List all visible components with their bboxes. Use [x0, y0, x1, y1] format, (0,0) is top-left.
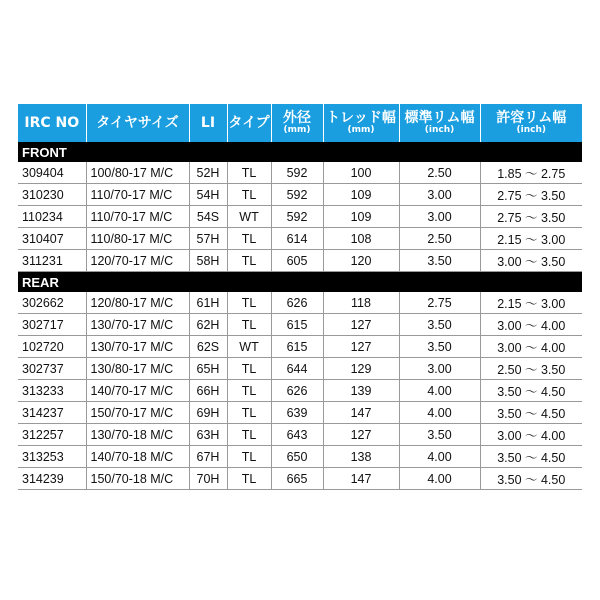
table-cell: 309404 [18, 162, 86, 184]
table-cell: 2.50 [399, 162, 480, 184]
column-header-label: 外径 [283, 109, 311, 126]
table-cell: 57H [189, 228, 227, 250]
table-cell: 147 [323, 468, 399, 490]
table-cell: 310407 [18, 228, 86, 250]
table-row [18, 336, 582, 358]
tire-spec-table-container [18, 104, 582, 490]
table-cell: 639 [271, 402, 323, 424]
table-cell: 63H [189, 424, 227, 446]
table-cell: 626 [271, 380, 323, 402]
table-cell: 4.00 [399, 446, 480, 468]
table-cell: 54S [189, 206, 227, 228]
table-cell: 2.50 ～ 3.50 [480, 358, 582, 380]
table-cell: 614 [271, 228, 323, 250]
table-row [18, 446, 582, 468]
table-cell: 3.50 ～ 4.50 [480, 468, 582, 490]
table-cell: TL [227, 380, 271, 402]
table-cell: 150/70-17 M/C [86, 402, 189, 424]
table-cell: 3.00 ～ 3.50 [480, 250, 582, 272]
column-header-label: IRC NO [24, 114, 80, 131]
column-header-unit: (inch) [516, 124, 546, 135]
table-cell: 69H [189, 402, 227, 424]
table-cell: 127 [323, 314, 399, 336]
table-row [18, 468, 582, 490]
column-header-label: 許容リム幅 [496, 109, 567, 126]
tire-spec-table [18, 104, 582, 490]
table-cell: 605 [271, 250, 323, 272]
table-cell: 644 [271, 358, 323, 380]
table-cell: 70H [189, 468, 227, 490]
table-cell: 62H [189, 314, 227, 336]
table-cell: 61H [189, 292, 227, 314]
table-cell: 67H [189, 446, 227, 468]
table-cell: 54H [189, 184, 227, 206]
table-cell: 3.00 [399, 358, 480, 380]
column-header [399, 104, 480, 142]
table-row [18, 228, 582, 250]
table-cell: 4.00 [399, 402, 480, 424]
table-cell: 100 [323, 162, 399, 184]
table-cell: 626 [271, 292, 323, 314]
table-cell: 314237 [18, 402, 86, 424]
table-cell: 130/70-17 M/C [86, 336, 189, 358]
table-cell: 650 [271, 446, 323, 468]
table-cell: 311231 [18, 250, 86, 272]
column-header-label: タイプ [228, 114, 270, 131]
table-cell: 310230 [18, 184, 86, 206]
table-cell: 592 [271, 162, 323, 184]
section-label: FRONT [18, 142, 582, 162]
table-cell: 302662 [18, 292, 86, 314]
column-header-label: 標準リム幅 [404, 109, 475, 126]
column-header [271, 104, 323, 142]
table-cell: 302737 [18, 358, 86, 380]
table-cell: 100/80-17 M/C [86, 162, 189, 184]
table-cell: 3.50 ～ 4.50 [480, 402, 582, 424]
table-cell: 2.50 [399, 228, 480, 250]
table-cell: 4.00 [399, 380, 480, 402]
table-cell: 120/80-17 M/C [86, 292, 189, 314]
table-row [18, 206, 582, 228]
table-cell: 110/80-17 M/C [86, 228, 189, 250]
table-cell: TL [227, 402, 271, 424]
table-cell: 118 [323, 292, 399, 314]
table-row [18, 292, 582, 314]
table-cell: TL [227, 250, 271, 272]
table-body [18, 142, 582, 490]
table-cell: 665 [271, 468, 323, 490]
table-cell: 3.50 ～ 4.50 [480, 380, 582, 402]
section-header-row [18, 142, 582, 162]
table-cell: 147 [323, 402, 399, 424]
table-cell: 120 [323, 250, 399, 272]
table-cell: 615 [271, 336, 323, 358]
table-cell: 592 [271, 206, 323, 228]
table-cell: TL [227, 228, 271, 250]
table-cell: 3.00 [399, 206, 480, 228]
table-cell: 643 [271, 424, 323, 446]
column-header-label: タイヤサイズ [96, 114, 179, 131]
table-cell: 65H [189, 358, 227, 380]
column-header-label: トレッド幅 [326, 109, 396, 126]
table-cell: 109 [323, 184, 399, 206]
table-cell: 58H [189, 250, 227, 272]
table-cell: 102720 [18, 336, 86, 358]
column-header [323, 104, 399, 142]
table-row [18, 250, 582, 272]
table-cell: 314239 [18, 468, 86, 490]
table-cell: 127 [323, 336, 399, 358]
table-cell: 2.15 ～ 3.00 [480, 228, 582, 250]
table-cell: 110/70-17 M/C [86, 184, 189, 206]
table-header-row [18, 104, 582, 142]
table-cell: 615 [271, 314, 323, 336]
table-cell: 3.50 [399, 250, 480, 272]
table-row [18, 314, 582, 336]
table-cell: 3.00 ～ 4.00 [480, 314, 582, 336]
table-cell: TL [227, 184, 271, 206]
table-cell: 312257 [18, 424, 86, 446]
table-cell: 313253 [18, 446, 86, 468]
table-cell: TL [227, 358, 271, 380]
table-cell: 313233 [18, 380, 86, 402]
table-cell: 1.85 ～ 2.75 [480, 162, 582, 184]
table-cell: 108 [323, 228, 399, 250]
table-row [18, 402, 582, 424]
column-header-unit: (mm) [283, 124, 311, 135]
table-cell: 110/70-17 M/C [86, 206, 189, 228]
table-cell: TL [227, 162, 271, 184]
table-cell: TL [227, 446, 271, 468]
table-row [18, 424, 582, 446]
table-cell: 150/70-18 M/C [86, 468, 189, 490]
table-cell: 120/70-17 M/C [86, 250, 189, 272]
table-cell: TL [227, 292, 271, 314]
table-cell: 3.50 [399, 424, 480, 446]
table-cell: 3.00 ～ 4.00 [480, 424, 582, 446]
table-cell: 109 [323, 206, 399, 228]
table-cell: 130/80-17 M/C [86, 358, 189, 380]
table-row [18, 184, 582, 206]
table-row [18, 358, 582, 380]
column-header [480, 104, 582, 142]
table-cell: 592 [271, 184, 323, 206]
table-cell: 127 [323, 424, 399, 446]
column-header [18, 104, 86, 142]
table-cell: 3.00 ～ 4.00 [480, 336, 582, 358]
table-cell: 3.50 ～ 4.50 [480, 446, 582, 468]
section-header-row [18, 272, 582, 293]
table-cell: TL [227, 314, 271, 336]
table-cell: 139 [323, 380, 399, 402]
table-cell: 2.75 ～ 3.50 [480, 206, 582, 228]
table-row [18, 380, 582, 402]
table-cell: 130/70-17 M/C [86, 314, 189, 336]
table-cell: 4.00 [399, 468, 480, 490]
column-header-unit: (inch) [424, 124, 455, 135]
column-header [189, 104, 227, 142]
table-cell: 140/70-18 M/C [86, 446, 189, 468]
column-header-label: LI [200, 114, 216, 131]
table-row [18, 162, 582, 184]
column-header-unit: (mm) [347, 124, 375, 135]
table-cell: 140/70-17 M/C [86, 380, 189, 402]
table-cell: 62S [189, 336, 227, 358]
table-cell: 3.50 [399, 336, 480, 358]
table-cell: 52H [189, 162, 227, 184]
table-cell: 2.15 ～ 3.00 [480, 292, 582, 314]
table-cell: TL [227, 468, 271, 490]
column-header [227, 104, 271, 142]
table-cell: 138 [323, 446, 399, 468]
table-cell: 130/70-18 M/C [86, 424, 189, 446]
table-cell: 3.50 [399, 314, 480, 336]
table-cell: WT [227, 206, 271, 228]
table-cell: 2.75 [399, 292, 480, 314]
column-header [86, 104, 189, 142]
table-cell: 3.00 [399, 184, 480, 206]
table-cell: TL [227, 424, 271, 446]
table-cell: 129 [323, 358, 399, 380]
table-cell: 66H [189, 380, 227, 402]
section-label: REAR [18, 272, 582, 293]
table-cell: WT [227, 336, 271, 358]
table-cell: 2.75 ～ 3.50 [480, 184, 582, 206]
table-cell: 302717 [18, 314, 86, 336]
table-cell: 110234 [18, 206, 86, 228]
